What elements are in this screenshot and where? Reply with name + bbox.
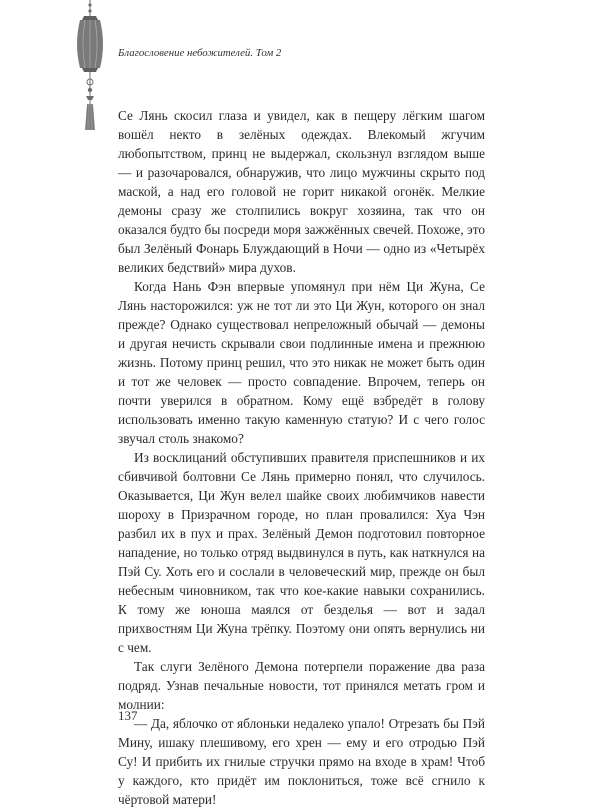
paragraph: Се Лянь скосил глаза и увидел, как в пещеру лёгким шагом вошёл некто в зелёных одеждах. Влекомый жгучим любопытством, принц не выдержал, скользнул взглядом выше — и разочаровался, обнаружив, что лицо мужчины скрыто под маской, а над его головой не горит никакой огонёк. Мелкие демоны сразу же столпились вокруг хозяина, так что он оказался будто бы посреди моря зажжённых свечей. Похоже, это был Зелёный Фонарь Блуждающий в Ночи — одно из «Четырёх великих бедствий» мира духов. (118, 108, 485, 275)
paragraph: Так слуги Зелёного Демона потерпели поражение два раза подряд. Узнав печальные новости, тот принялся метать гром и молнии: (118, 659, 485, 712)
body-text (118, 106, 485, 809)
page-number: 137 (118, 708, 138, 723)
paragraph: Когда Нань Фэн впервые упомянул при нём Ци Жуна, Се Лянь насторожился: уж не тот ли это Ци Жун, которого он знал прежде? Однако существовал непреложный обычай — демоны и другая нечисть скрывали свои подлинные имена и прежнюю жизнь. Потому принц решил, что это никак не может быть один и тот же человек — просто совпадение. Впрочем, теперь он почти уверился в обратном. Кому ещё взбредёт в голову использовать именно такую каменную статую? И с чего голос звучал столь знакомо? (118, 279, 485, 446)
paragraph: Из восклицаний обступивших правителя приспешников и их сбивчивой болтовни Се Лянь примерно понял, что случилось. Оказывается, Ци Жун велел шайке своих любимчиков навести шороху в Призрачном городе, но план провалился: Хуа Чэн разбил их в пух и прах. Зелёный Демон подготовил повторное нападение, но только отряд выдвинулся в путь, как наткнулся на Пэй Су. Хоть его и сослали в человеческий мир, прежде он был небесным чиновником, так что кое-какие навыки сохранились. К тому же юноша маялся от безделья — вот и задал прихвостням Ци Жуна трёпку. Поэтому они опять вернулись ни с чем. (118, 450, 485, 655)
paragraph: — Да, яблочко от яблоньки недалеко упало! Отрезать бы Пэй Мину, ишаку плешивому, его хрен — ему и его отродью Пэй Су! И прибить их гнилые стручки прямо на входе в храм! Чтоб у каждого, кто придёт им поклониться, тоже всё сгнило к чёртовой матери! (118, 716, 485, 807)
lantern-ornament-icon (68, 0, 112, 135)
running-header: Благословение небожителей. Том 2 (118, 47, 282, 59)
